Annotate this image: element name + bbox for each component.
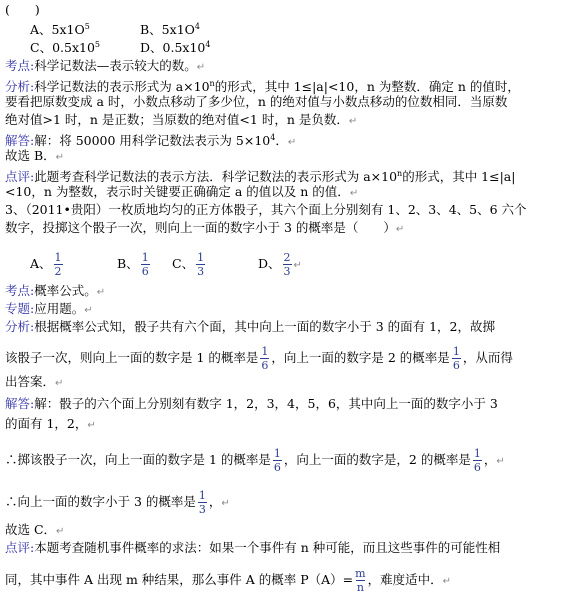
- sol3-dianping-1: 点评:本题考查随机事件概率的求法：如果一个事件有 n 种可能，而且这些事件的可能性相: [5, 540, 501, 555]
- sol1-dianping-1: 点评:此题考查科学记数法的表示方法．科学记数法的表示形式为 $a\times 10^n$的形式，其中 1≤|a|: [5, 169, 516, 185]
- sol3-fenxi-3: 出答案．↵: [5, 374, 64, 389]
- q1-option-d: D、$0.5x10^4$: [140, 39, 211, 55]
- sol1-fenxi-1: 分析:科学记数法的表示形式为 $a\times 10^n$的形式，其中 1≤|a|<10，n 为整数．确定 n 的值时，: [5, 79, 520, 95]
- sol3-choose: 故选 C．↵: [5, 522, 65, 537]
- fraction: $\frac{1}{3}$: [198, 489, 206, 516]
- sol1-fenxi-2: 要看把原数变成 a 时，小数点移动了多少位，n 的绝对值与小数点移动的位数相同．当原数: [5, 94, 508, 109]
- sol3-jieda-1: 解答:解：骰子的六个面上分别刻有数字 1，2，3，4，5，6，其中向上一面的数字小于 3: [5, 396, 498, 411]
- q3-option-a: A、 $\frac{1}{2}$: [30, 251, 62, 278]
- q1-option-b: B、$5x1O^4$: [140, 21, 200, 37]
- q3-stem-1: 3、（2011•贵阳）一枚质地均匀的正方体骰子，其六个面上分别刻有 1、2、3、4、5、6 六个: [5, 202, 527, 217]
- fraction: $\frac{1}{3}$: [197, 251, 205, 278]
- sol3-kaodian: 考点:概率公式。↵: [5, 283, 106, 298]
- q3-stem-2: 数字，投掷这个骰子一次，则向上一面的数字小于 3 的概率是（ ）↵: [5, 220, 405, 235]
- sol1-choose: 故选 B．↵: [5, 148, 65, 163]
- q3-option-c: C、 $\frac{1}{3}$: [172, 251, 205, 278]
- fraction: $\frac{1}{6}$: [141, 251, 149, 278]
- sol3-dianping-2: 同，其中事件 A 出现 m 种结果，那么事件 A 的概率 P（A）= $\frac{m}{n}$ ，难度适中．↵: [5, 567, 451, 594]
- fraction: $\frac{1}{6}$: [261, 345, 269, 372]
- sol3-jieda-3: ∴掷该骰子一次，向上一面的数字是 1 的概率是 $\frac{1}{6}$ ，向上一面的数字是，2 的概率是 $\frac{1}{6}$ ，↵: [5, 447, 505, 474]
- sol3-fenxi-2: 该骰子一次，则向上一面的数字是 1 的概率是 $\frac{1}{6}$ ，向上一面的数字是 2 的概率是 $\frac{1}{6}$ ，从而得: [5, 345, 513, 372]
- q3-option-b: B、 $\frac{1}{6}$: [117, 251, 149, 278]
- fraction: $\frac{1}{6}$: [473, 447, 481, 474]
- sol3-zhuanti: 专题:应用题。↵: [5, 301, 93, 316]
- sol3-jieda-2: 的面有 1，2，↵: [5, 416, 96, 431]
- fraction: $\frac{1}{6}$: [452, 345, 460, 372]
- sol3-fenxi-1: 分析:根据概率公式知，骰子共有六个面，其中向上一面的数字小于 3 的面有 1，2，故掷: [5, 319, 495, 334]
- fraction: $\frac{m}{n}$: [355, 567, 366, 594]
- sol1-kaodian: 考点:科学记数法—表示较大的数。↵: [5, 58, 206, 73]
- q1-paren: ( ): [5, 2, 40, 17]
- fraction: $\frac{1}{6}$: [273, 447, 281, 474]
- sol1-fenxi-3: 绝对值>1 时，n 是正数；当原数的绝对值<1 时，n 是负数．↵: [5, 112, 358, 127]
- sol1-dianping-2: <10，n 为整数，表示时关键要正确确定 a 的值以及 n 的值．↵: [5, 184, 359, 199]
- fraction: $\frac{2}{3}$: [283, 251, 291, 278]
- fraction: $\frac{1}{2}$: [54, 251, 62, 278]
- sol1-jieda: 解答:解：将 50000 用科学记数法表示为 $5\times 10^4$．↵: [5, 133, 297, 149]
- sol3-jieda-4: ∴向上一面的数字小于 3 的概率是 $\frac{1}{3}$ ，↵: [5, 489, 230, 516]
- q1-option-a: A、$5x1O^5$: [30, 21, 90, 37]
- q1-option-c: C、$0.5x10^5$: [30, 39, 100, 55]
- q3-option-d: D、 $\frac{2}{3}$ ↵: [258, 251, 302, 278]
